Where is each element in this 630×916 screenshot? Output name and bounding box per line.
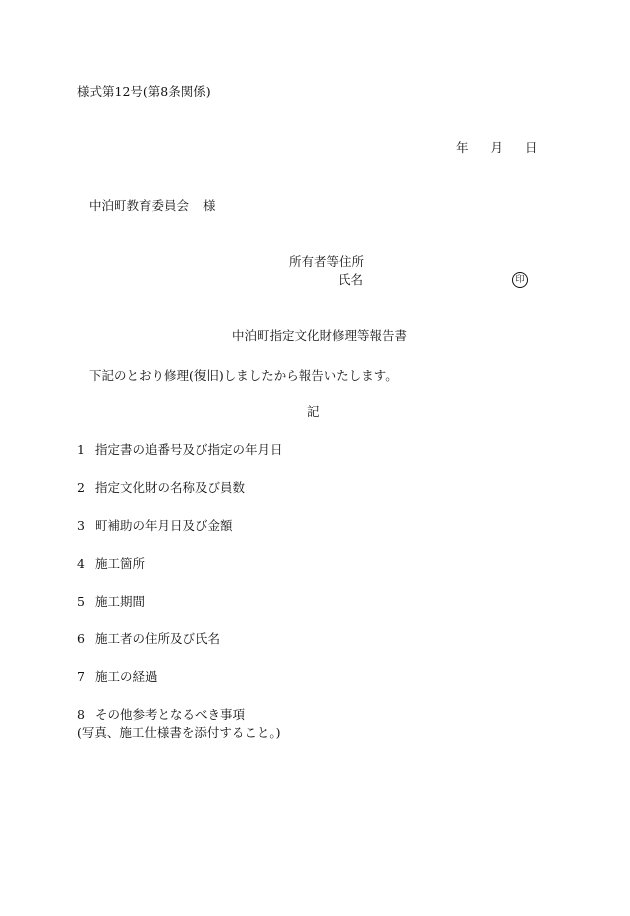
list-item bbox=[77, 596, 145, 609]
list-item bbox=[77, 709, 245, 722]
date-month-label: 月 bbox=[490, 140, 504, 155]
owner-name-label: 氏名 bbox=[338, 272, 364, 287]
document-title: 中泊町指定文化財修理等報告書 bbox=[232, 328, 408, 343]
item-text: その他参考となるべき事項 bbox=[95, 707, 246, 722]
addressee-honorific: 様 bbox=[203, 198, 216, 213]
list-item bbox=[77, 444, 283, 457]
item-text: 指定文化財の名称及び員数 bbox=[95, 480, 246, 495]
item-text: 施工者の住所及び氏名 bbox=[95, 631, 221, 646]
item-text: 施工期間 bbox=[95, 594, 146, 609]
item-number: 2 bbox=[77, 480, 85, 495]
list-item bbox=[77, 633, 220, 646]
item-text: 施工の経過 bbox=[95, 669, 158, 684]
list-item bbox=[77, 520, 233, 533]
date-day-label: 日 bbox=[525, 140, 538, 155]
addressee-name: 中泊町教育委員会 bbox=[89, 198, 190, 213]
item-number: 4 bbox=[77, 556, 85, 571]
item-number: 1 bbox=[77, 442, 85, 457]
date-row bbox=[456, 142, 538, 155]
attachment-note: (写真、施工仕様書を添付すること。) bbox=[77, 725, 281, 740]
ki-heading: 記 bbox=[307, 404, 320, 419]
owner-address-label: 所有者等住所 bbox=[289, 254, 365, 269]
intro-text: 下記のとおり修理(復旧)しましたから報告いたします。 bbox=[89, 368, 398, 383]
item-number: 6 bbox=[77, 631, 85, 646]
item-text: 指定書の追番号及び指定の年月日 bbox=[95, 442, 283, 457]
list-item bbox=[77, 482, 245, 495]
list-item bbox=[77, 558, 145, 571]
form-number: 様式第12号(第8条関係) bbox=[77, 84, 211, 99]
item-number: 8 bbox=[77, 707, 85, 722]
list-item bbox=[77, 671, 158, 684]
item-number: 5 bbox=[77, 594, 85, 609]
item-number: 7 bbox=[77, 669, 85, 684]
seal-mark: 印 bbox=[512, 272, 528, 288]
addressee bbox=[89, 200, 216, 213]
date-year-label: 年 bbox=[456, 140, 469, 155]
item-number: 3 bbox=[77, 518, 85, 533]
item-text: 町補助の年月日及び金額 bbox=[95, 518, 233, 533]
item-text: 施工箇所 bbox=[95, 556, 146, 571]
